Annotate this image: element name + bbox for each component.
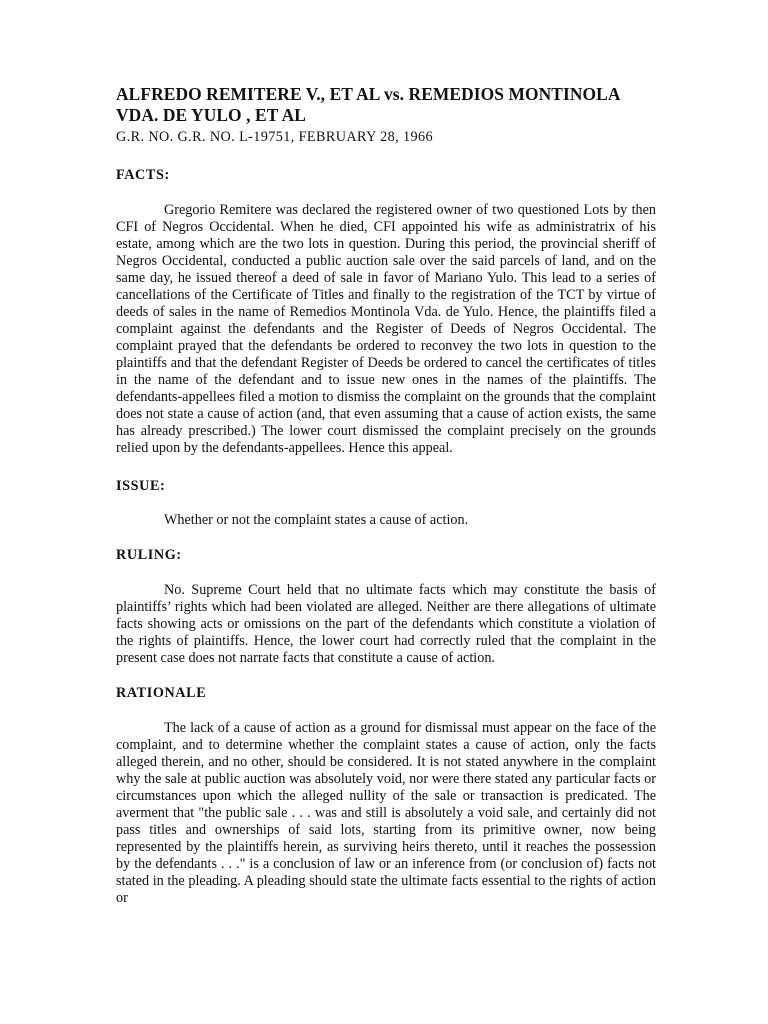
rationale-heading: RATIONALE bbox=[116, 685, 207, 701]
facts-heading: FACTS: bbox=[116, 167, 170, 183]
facts-paragraph: Gregorio Remitere was declared the registered owner of two questioned Lots by then CFI of Negros Occidental. When he died, CFI appointed his wife as administratrix of his estate, among which are the two lots in question. During this period, the provincial sheriff of Negros Occidental, conducted a public auction sale over the said parcels of land, and on the same day, he issued thereof a deed of sale in favor of Mariano Yulo. This lead to a series of cancellations of the Certificate of Titles and finally to the registration of the TCT by virtue of deeds of sales in the name of Remedios Montinola Vda. de Yulo. Hence, the plaintiffs filed a complaint against the defendants and the Register of Deeds of Negros Occidental. The complaint prayed that the defendants be ordered to reconvey the two lots in question to the plaintiffs and that the defendant Register of Deeds be ordered to cancel the certificates of titles in the name of the defendant and to issue new ones in the names of the plaintiffs. The defendants-appellees filed a motion to dismiss the complaint on the grounds that the complaint does not state a cause of action (and, that even assuming that a cause of action exists, the same has already prescribed.) The lower court dismissed the complaint precisely on the grounds relied upon by the defendants-appellees. Hence this appeal. bbox=[116, 202, 656, 456]
case-title: ALFREDO REMITERE V., ET AL vs. REMEDIOS MONTINOLA VDA. DE YULO , ET AL bbox=[116, 84, 620, 125]
issue-paragraph: Whether or not the complaint states a cause of action. bbox=[164, 512, 469, 528]
ruling-heading: RULING: bbox=[116, 547, 182, 563]
ruling-paragraph: No. Supreme Court held that no ultimate facts which may constitute the basis of plaintiffs’ rights which had been violated are alleged. Neither are there allegations of ultimate facts showing acts or omissions on the part of the defendants which constitute a violation of the rights of plaintiffs. Hence, the lower court had correctly ruled that the complaint in the present case does not narrate facts that constitute a cause of action. bbox=[116, 582, 656, 666]
case-citation: G.R. NO. G.R. NO. L-19751, FEBRUARY 28, 1966 bbox=[116, 129, 433, 145]
rationale-paragraph: The lack of a cause of action as a ground for dismissal must appear on the face of the complaint, and to determine whether the complaint states a cause of action, only the facts alleged therein, and no other, should be considered. It is not stated anywhere in the complaint why the sale at public auction was absolutely void, nor were there stated any particular facts or circumstances upon which the alleged nullity of the sale or transaction is predicated. The averment that "the public sale . . . was and still is absolutely a void sale, and certainly did not pass titles and ownerships of said lots, starting from its primitive owner, now being represented by the plaintiffs herein, as surviving heirs thereto, until it reaches the possession by the defendants . . ." is a conclusion of law or an inference from (or conclusion of) facts not stated in the pleading. A pleading should state the ultimate facts essential to the rights of action or bbox=[116, 720, 656, 906]
issue-heading: ISSUE: bbox=[116, 478, 166, 494]
document-page bbox=[116, 84, 656, 907]
